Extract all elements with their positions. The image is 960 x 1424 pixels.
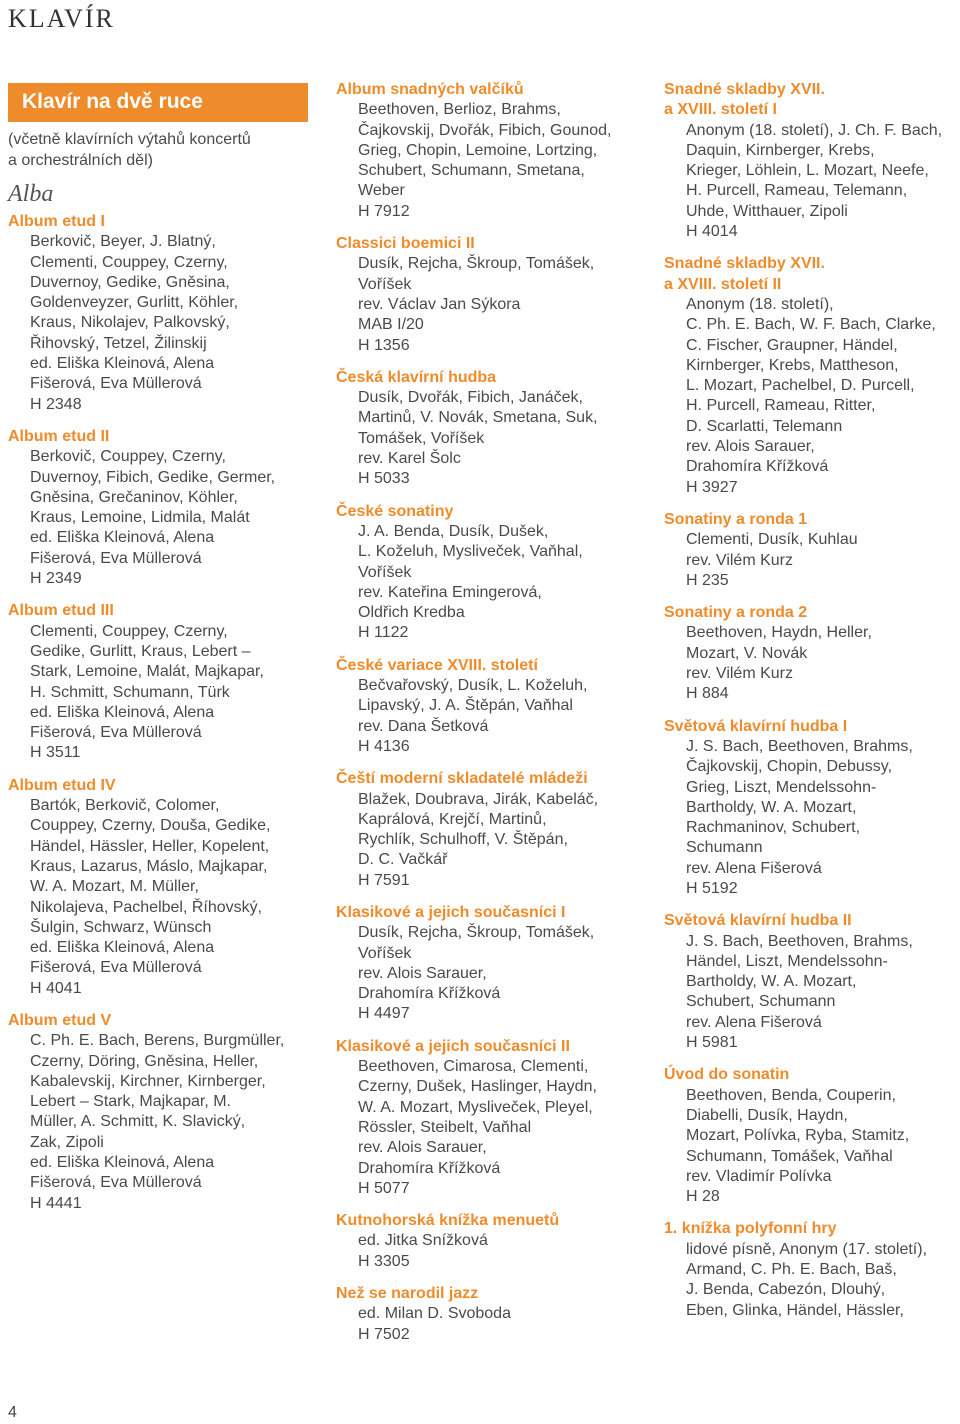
entry-line: Dusík, Rejcha, Škroup, Tomášek,: [358, 924, 595, 942]
entry-line: H 28: [686, 1188, 720, 1206]
entry-line: H 4136: [358, 737, 410, 755]
entry-line: Berkovič, Beyer, J. Blatný,: [30, 233, 216, 251]
entry-line: Bartholdy, W. A. Mozart,: [686, 798, 857, 816]
entry-title: České variace XVIII. století: [336, 656, 538, 674]
entry-line: rev. Alois Sarauer,: [358, 964, 487, 982]
entry-line: Drahomíra Křížková: [358, 985, 501, 1003]
entry-line: H 4014: [686, 223, 738, 241]
entry-line: Lipavský, J. A. Štěpán, Vaňhal: [358, 697, 573, 715]
entry-line: Grieg, Chopin, Lemoine, Lortzing,: [358, 141, 598, 159]
entry-title: a XVIII. století II: [664, 275, 782, 293]
entry-line: J. Benda, Cabezón, Dlouhý,: [686, 1281, 886, 1299]
entry-line: rev. Alois Sarauer,: [358, 1139, 487, 1157]
entry-title: Album etud II: [8, 427, 110, 445]
section-banner: Klavír na dvě ruce: [8, 83, 308, 122]
entry-line: rev. Kateřina Emingerová,: [358, 583, 542, 601]
catalog-entry: [336, 1211, 636, 1272]
page-header-title: KLAVÍR: [8, 4, 115, 33]
catalog-entry: [8, 601, 308, 763]
entry-line: Martinů, V. Novák, Smetana, Suk,: [358, 409, 598, 427]
entry-line: Tomášek, Voříšek: [358, 429, 485, 447]
entry-line: Goldenveyzer, Gurlitt, Köhler,: [30, 294, 239, 312]
entry-line: D. C. Vačkář: [358, 851, 448, 869]
entry-line: Fišerová, Eva Müllerová: [30, 959, 202, 977]
entry-line: H 3511: [30, 744, 81, 762]
entry-line: Duvernoy, Fibich, Gedike, Germer,: [30, 468, 276, 486]
entry-title: Úvod do sonatin: [664, 1066, 790, 1084]
entry-line: J. A. Benda, Dusík, Dušek,: [358, 522, 549, 540]
entry-line: H. Schmitt, Schumann, Türk: [30, 683, 230, 701]
entry-line: Šulgin, Schwarz, Wünsch: [30, 918, 212, 936]
entry-title: 1. knížka polyfonní hry: [664, 1220, 837, 1238]
entry-title: Album etud I: [8, 213, 105, 230]
entry-line: H 884: [686, 685, 729, 703]
entry-line: Stark, Lemoine, Malát, Majkapar,: [30, 663, 264, 681]
entry-line: Rössler, Steibelt, Vaňhal: [358, 1118, 532, 1136]
entry-line: J. S. Bach, Beethoven, Brahms,: [686, 737, 913, 755]
entry-line: H 5077: [358, 1179, 410, 1197]
entry-line: Kaprálová, Krejčí, Martinů,: [358, 810, 547, 828]
entry-line: ed. Jitka Snížková: [358, 1232, 488, 1250]
entry-line: H 3305: [358, 1252, 410, 1270]
entry-line: Mozart, V. Novák: [686, 644, 808, 662]
entry-line: H 4041: [30, 979, 82, 997]
entry-line: H 2348: [30, 395, 82, 413]
entry-line: Blažek, Doubrava, Jirák, Kabeláč,: [358, 790, 599, 808]
entry-line: Gněsina, Grečaninov, Köhler,: [30, 488, 238, 506]
publisher-heading: Alba: [8, 181, 54, 207]
entry-line: Rychlík, Schulhoff, V. Štěpán,: [358, 831, 568, 849]
entry-title: Světová klavírní hudba I: [664, 717, 848, 735]
entry-line: Schumann: [686, 839, 763, 857]
entry-line: Mozart, Polívka, Ryba, Stamitz,: [686, 1127, 910, 1145]
entry-line: Czerny, Dušek, Haslinger, Haydn,: [358, 1078, 597, 1096]
catalog-entry: [664, 1065, 960, 1207]
entry-line: H 2349: [30, 570, 82, 588]
entry-line: H 3927: [686, 478, 738, 496]
entry-line: Schubert, Schumann: [686, 993, 836, 1011]
catalog-entry: [336, 80, 636, 222]
entry-line: J. S. Bach, Beethoven, Brahms,: [686, 932, 913, 950]
catalog-entry: [664, 254, 960, 498]
entry-title: Album etud III: [8, 602, 114, 620]
entry-line: H 5192: [686, 879, 738, 897]
entry-line: L. Mozart, Pachelbel, D. Purcell,: [686, 377, 915, 395]
catalog-entry: [664, 510, 960, 591]
entry-title: Album etud V: [8, 1011, 112, 1029]
entry-title: Světová klavírní hudba II: [664, 912, 852, 930]
entry-line: ed. Eliška Kleinová, Alena: [30, 703, 215, 721]
entry-line: Anonym (18. století), J. Ch. F. Bach,: [686, 121, 943, 139]
entry-line: Kraus, Nikolajev, Palkovský,: [30, 314, 230, 332]
entry-line: H 1356: [358, 336, 410, 354]
entry-line: Dusík, Rejcha, Škroup, Tomášek,: [358, 255, 595, 273]
column-3: [664, 80, 960, 1333]
entry-line: Kraus, Lazarus, Máslo, Majkapar,: [30, 857, 268, 875]
column-2: [336, 80, 636, 1357]
entry-line: Fišerová, Eva Müllerová: [30, 375, 202, 393]
catalog-entry: [8, 1011, 308, 1214]
entry-title: Sonatiny a ronda 1: [664, 510, 808, 528]
intro-line: a orchestrálních děl): [8, 151, 153, 169]
entry-line: rev. Václav Jan Sýkora: [358, 295, 521, 313]
entry-line: Uhde, Witthauer, Zipoli: [686, 202, 848, 220]
entry-line: Händel, Hässler, Heller, Kopelent,: [30, 837, 270, 855]
entry-line: Kraus, Lemoine, Lidmila, Malát: [30, 509, 250, 527]
entry-line: C. Ph. E. Bach, Berens, Burgmüller,: [30, 1032, 285, 1050]
catalog-entry: [336, 1284, 636, 1345]
entry-line: Kirnberger, Krebs, Mattheson,: [686, 356, 899, 374]
entry-line: rev. Karel Šolc: [358, 450, 461, 468]
entry-title: Sonatiny a ronda 2: [664, 604, 808, 622]
entry-line: H. Purcell, Rameau, Telemann,: [686, 182, 908, 200]
entry-line: ed. Eliška Kleinová, Alena: [30, 355, 215, 373]
entry-line: Diabelli, Dusík, Haydn,: [686, 1106, 848, 1124]
entry-title: Classici boemici II: [336, 235, 475, 253]
entry-line: rev. Alena Fišerová: [686, 859, 822, 877]
catalog-entry: [664, 911, 960, 1053]
entry-line: Beethoven, Cimarosa, Clementi,: [358, 1058, 589, 1076]
entry-line: Berkovič, Couppey, Czerny,: [30, 448, 226, 466]
entry-line: Gedike, Gurlitt, Kraus, Lebert –: [30, 642, 251, 660]
entry-line: rev. Alois Sarauer,: [686, 438, 815, 456]
entry-line: Clementi, Couppey, Czerny,: [30, 622, 228, 640]
entry-line: Beethoven, Berlioz, Brahms,: [358, 101, 561, 119]
catalog-entry: [8, 212, 308, 415]
catalog-entry: [336, 368, 636, 490]
catalog-entry: [336, 1037, 636, 1199]
entry-line: Rachmaninov, Schubert,: [686, 819, 861, 837]
entry-line: Zak, Zipoli: [30, 1133, 104, 1151]
entry-line: Oldřich Kredba: [358, 604, 465, 622]
entry-line: Dusík, Dvořák, Fibich, Janáček,: [358, 389, 583, 407]
entry-line: H 4497: [358, 1005, 410, 1023]
entry-line: H 5033: [358, 470, 410, 488]
catalog-entry: [664, 80, 960, 242]
entry-line: Eben, Glinka, Händel, Hässler,: [686, 1301, 904, 1319]
entry-line: Weber: [358, 182, 405, 200]
entry-line: Voříšek: [358, 944, 412, 962]
entry-line: H 5981: [686, 1034, 738, 1052]
catalog-entry: [664, 603, 960, 704]
page-number: 4: [8, 1404, 17, 1421]
entry-line: Müller, A. Schmitt, K. Slavický,: [30, 1113, 246, 1131]
entry-line: L. Koželuh, Mysliveček, Vaňhal,: [358, 543, 583, 561]
entry-line: Bartók, Berkovič, Colomer,: [30, 797, 220, 815]
catalog-entry: [8, 427, 308, 589]
entry-title: Snadné skladby XVII.: [664, 81, 825, 98]
catalog-entry: [8, 776, 308, 999]
entry-line: ed. Eliška Kleinová, Alena: [30, 529, 215, 547]
entry-line: Beethoven, Haydn, Heller,: [686, 624, 872, 642]
entry-line: W. A. Mozart, M. Müller,: [30, 878, 199, 896]
entry-title: Než se narodil jazz: [336, 1285, 479, 1303]
entry-line: rev. Alena Fišerová: [686, 1013, 822, 1031]
entry-line: Fišerová, Eva Müllerová: [30, 724, 202, 742]
column-1: [8, 78, 308, 1226]
entry-line: D. Scarlatti, Telemann: [686, 417, 843, 435]
entry-title: Čeští moderní skladatelé mládeži: [336, 770, 588, 788]
catalog-entry: [664, 1219, 960, 1320]
catalog-entry: [336, 656, 636, 757]
entry-line: H. Purcell, Rameau, Ritter,: [686, 397, 876, 415]
entry-line: Bečvařovský, Dusík, L. Koželuh,: [358, 677, 588, 695]
entry-line: Kabalevskij, Kirchner, Kirnberger,: [30, 1072, 266, 1090]
entry-line: ed. Milan D. Svoboda: [358, 1305, 511, 1323]
entry-line: Couppey, Czerny, Douša, Gedike,: [30, 817, 271, 835]
entry-line: Czerny, Döring, Gněsina, Heller,: [30, 1052, 259, 1070]
entry-line: Čajkovskij, Chopin, Debussy,: [686, 758, 893, 776]
entry-title: a XVIII. století I: [664, 101, 777, 119]
entry-line: Voříšek: [358, 275, 412, 293]
catalog-entry: [336, 502, 636, 644]
entry-line: H 7502: [358, 1325, 410, 1343]
entry-line: Händel, Liszt, Mendelssohn-: [686, 952, 888, 970]
entry-line: ed. Eliška Kleinová, Alena: [30, 939, 215, 957]
entry-line: MAB I/20: [358, 316, 424, 334]
entry-title: Klasikové a jejich současníci I: [336, 903, 566, 921]
entry-line: lidové písně, Anonym (17. století),: [686, 1240, 928, 1258]
catalog-entry: [664, 717, 960, 900]
entry-line: Nikolajeva, Pachelbel, Říhovský,: [30, 898, 263, 916]
entry-line: Čajkovskij, Dvořák, Fibich, Gounod,: [358, 121, 612, 139]
entry-line: Grieg, Liszt, Mendelssohn-: [686, 778, 877, 796]
catalog-entry: [336, 769, 636, 891]
entry-line: ed. Eliška Kleinová, Alena: [30, 1154, 215, 1172]
entry-line: Clementi, Couppey, Czerny,: [30, 253, 228, 271]
entry-line: W. A. Mozart, Mysliveček, Pleyel,: [358, 1098, 593, 1116]
intro-line: (včetně klavírních výtahů koncertů: [8, 131, 251, 148]
entry-line: H 1122: [358, 624, 409, 642]
entry-line: Beethoven, Benda, Couperin,: [686, 1086, 896, 1104]
entry-line: rev. Vilém Kurz: [686, 551, 793, 569]
entry-title: České sonatiny: [336, 502, 454, 520]
entry-line: H 7912: [358, 202, 410, 220]
entry-line: C. Ph. E. Bach, W. F. Bach, Clarke,: [686, 316, 936, 334]
entry-line: H 7591: [358, 871, 410, 889]
entry-title: Album snadných valčíků: [336, 81, 524, 98]
entry-title: Česká klavírní hudba: [336, 368, 497, 386]
entry-line: Bartholdy, W. A. Mozart,: [686, 973, 857, 991]
entry-line: rev. Dana Šetková: [358, 717, 489, 735]
entry-line: rev. Vilém Kurz: [686, 665, 793, 683]
entry-title: Album etud IV: [8, 776, 116, 794]
entry-line: Voříšek: [358, 563, 412, 581]
catalog-entry: [336, 234, 636, 356]
entry-line: Řihovský, Tetzel, Žilinskij: [30, 334, 207, 352]
entry-line: Schumann, Tomášek, Vaňhal: [686, 1147, 893, 1165]
entry-line: Krieger, Löhlein, L. Mozart, Neefe,: [686, 162, 929, 180]
entry-line: C. Fischer, Graupner, Händel,: [686, 336, 898, 354]
entry-line: Duvernoy, Gedike, Gněsina,: [30, 273, 230, 291]
section-intro: [8, 130, 308, 171]
entry-line: Lebert – Stark, Majkapar, M.: [30, 1093, 231, 1111]
entry-line: H 235: [686, 571, 729, 589]
catalog-entry: [336, 903, 636, 1025]
entry-title: Kutnohorská knížka menuetů: [336, 1212, 560, 1230]
entry-line: Schubert, Schumann, Smetana,: [358, 162, 585, 180]
entry-line: Clementi, Dusík, Kuhlau: [686, 531, 858, 549]
entry-title: Klasikové a jejich současníci II: [336, 1037, 570, 1055]
entry-line: Fišerová, Eva Müllerová: [30, 1174, 202, 1192]
entry-line: Drahomíra Křížková: [686, 458, 829, 476]
entry-line: Armand, C. Ph. E. Bach, Baš,: [686, 1261, 897, 1279]
entry-line: Daquin, Kirnberger, Krebs,: [686, 141, 875, 159]
entry-line: H 4441: [30, 1194, 82, 1212]
entry-title: Snadné skladby XVII.: [664, 255, 825, 273]
entry-line: Drahomíra Křížková: [358, 1159, 501, 1177]
entry-line: rev. Vladimír Polívka: [686, 1167, 832, 1185]
entry-line: Anonym (18. století),: [686, 295, 834, 313]
entry-line: Fišerová, Eva Müllerová: [30, 549, 202, 567]
